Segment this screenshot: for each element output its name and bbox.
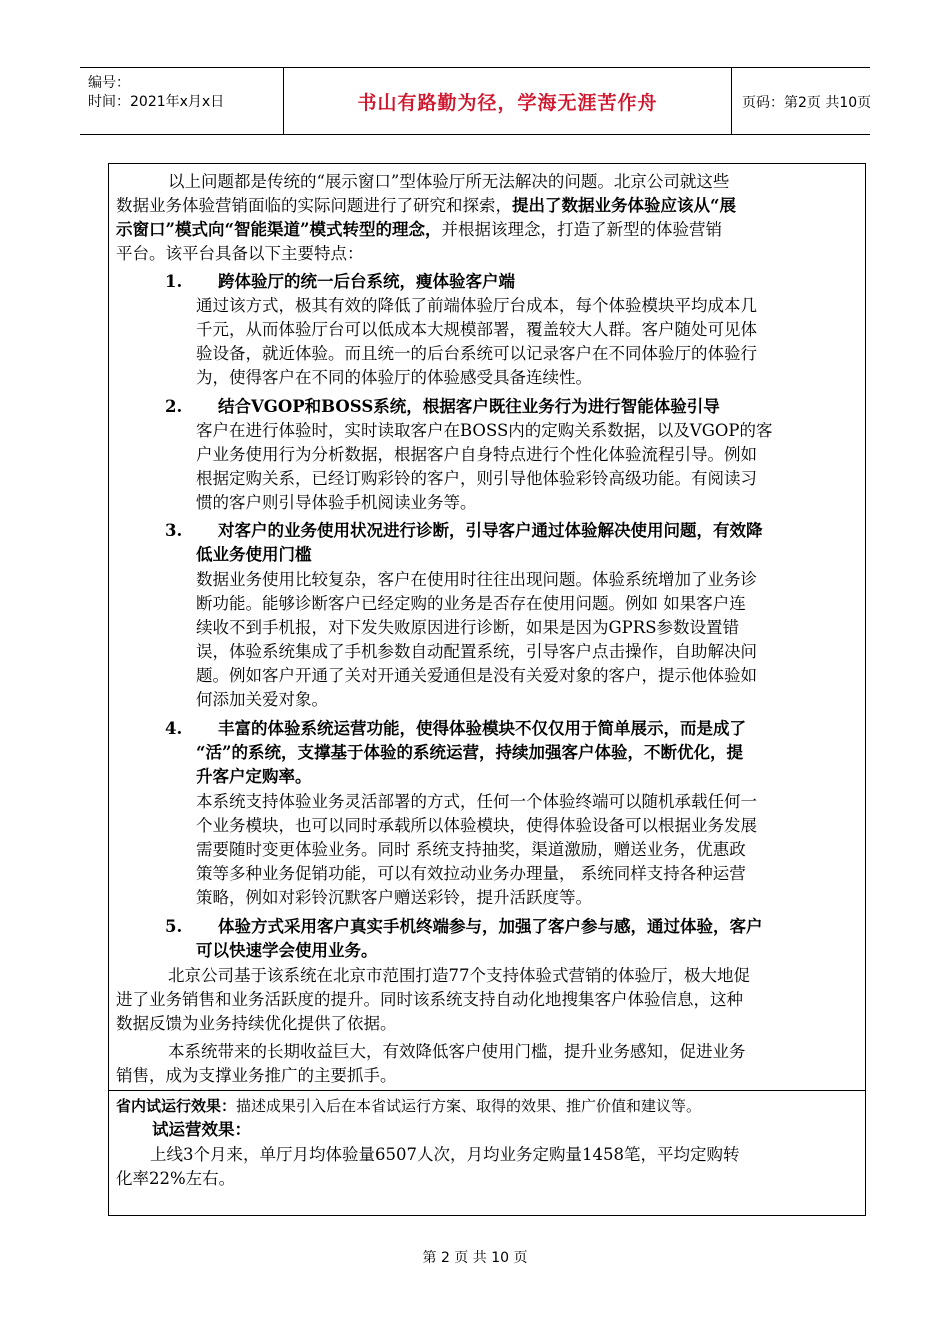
item-text: 惯的客户则引导体验手机阅读业务等。: [196, 493, 477, 512]
header-motto: 书山有路勤为径，学海无涯苦作舟: [357, 92, 658, 114]
item-title: 对客户的业务使用状况进行诊断，引导客户通过体验解决使用问题，有效降: [218, 521, 763, 540]
item-text: 续收不到手机报，对下发失败原因进行诊断，如果是因为GPRS参数设置错: [196, 618, 740, 637]
intro-line: 数据业务体验营销面临的实际问题进行了研究和探索，提出了数据业务体验应该从“展: [116, 196, 736, 215]
closing-line: 销售，成为支撑业务推广的主要抓手。: [116, 1066, 397, 1085]
intro-line: 平台。该平台具备以下主要特点：: [116, 244, 364, 263]
item-text: 策等多种业务促销功能，可以有效拉动业务办理量， 系统同样支持各种运营: [196, 864, 746, 883]
item-text: 本系统支持体验业务灵活部署的方式，任何一个体验终端可以随机承载任何一: [196, 792, 757, 811]
item-title: 低业务使用门槛: [196, 545, 312, 564]
item-text: 个业务模块，也可以同时承载所以体验模块，使得体验设备可以根据业务发展: [196, 816, 757, 835]
document-date-label: 时间：2021年x月x日: [88, 94, 225, 110]
item-text: 验设备，就近体验。而且统一的后台系统可以记录客户在不同体验厅的体验行: [196, 344, 757, 363]
item-text: 误，体验系统集成了手机参数自动配置系统，引导客户点击操作，自助解决问: [196, 642, 757, 661]
trial-text: 上线3个月来，单厅月均体验量6507人次，月均业务定购量1458笔，平均定购转: [150, 1145, 740, 1164]
item-title: 跨体验厅的统一后台系统，瘦体验客户端: [218, 272, 515, 291]
trial-label: 省内试运行效果：: [116, 1097, 237, 1115]
item-title: 丰富的体验系统运营功能，使得体验模块不仅仅用于简单展示，而是成了: [218, 719, 746, 738]
item-title: 结合VGOP和BOSS系统，根据客户既往业务行为进行智能体验引导: [218, 397, 720, 416]
item-text: 千元，从而体验厅台可以低成本大规模部署，覆盖较大人群。客户随处可见体: [196, 320, 757, 339]
closing-line: 进了业务销售和业务活跃度的提升。同时该系统支持自动化地搜集客户体验信息，这种: [116, 990, 743, 1009]
item-text: 策略，例如对彩铃沉默客户赠送彩铃，提升活跃度等。: [196, 888, 592, 907]
item-number: 4.: [165, 719, 183, 738]
item-text: 何添加关爱对象。: [196, 690, 328, 709]
item-text: 需要随时变更体验业务。同时 系统支持抽奖，渠道激励，赠送业务，优惠政: [196, 840, 746, 859]
trial-header: [116, 1094, 701, 1118]
item-text: 断功能。能够诊断客户已经定购的业务是否存在使用问题。例如 如果客户连: [196, 594, 746, 613]
intro-line: 示窗口”模式向“智能渠道”模式转型的理念，并根据该理念，打造了新型的体验营销: [116, 220, 722, 239]
document-header: [80, 67, 870, 135]
item-text: 根据定购关系，已经订购彩铃的客户，则引导他体验彩铃高级功能。有阅读习: [196, 469, 757, 488]
item-number: 1.: [165, 272, 183, 291]
closing-line: 数据反馈为业务持续优化提供了依据。: [116, 1014, 397, 1033]
item-text: 客户在进行体验时，实时读取客户在BOSS内的定购关系数据，以及VGOP的客: [196, 421, 773, 440]
trial-text: 化率22%左右。: [116, 1169, 236, 1188]
item-title: 可以快速学会使用业务。: [196, 941, 378, 960]
header-page-info: 页码：第2页 共10页: [742, 95, 872, 111]
header-meta-cell: [80, 68, 284, 134]
item-text: 户业务使用行为分析数据，根据客户自身特点进行个性化体验流程引导。例如: [196, 445, 757, 464]
item-text: 数据业务使用比较复杂，客户在使用时往往出现问题。体验系统增加了业务诊: [196, 570, 757, 589]
document-number-label: 编号：: [88, 75, 130, 91]
closing-line: 北京公司基于该系统在北京市范围打造77个支持体验式营销的体验厅，极大地促: [168, 966, 750, 985]
item-title: 升客户定购率。: [196, 767, 312, 786]
section-divider: [108, 1090, 866, 1091]
item-text: 为，使得客户在不同的体验厅的体验感受具备连续性。: [196, 368, 592, 387]
trial-description: 描述成果引入后在本省试运行方案、取得的效果、推广价值和建议等。: [236, 1097, 702, 1115]
closing-line: 本系统带来的长期收益巨大，有效降低客户使用门槛，提升业务感知，促进业务: [168, 1042, 746, 1061]
header-motto-cell: [284, 68, 732, 134]
intro-line: 以上问题都是传统的“展示窗口”型体验厅所无法解决的问题。北京公司就这些: [168, 172, 730, 191]
header-page-cell: [732, 68, 870, 134]
trial-effect-label: 试运营效果：: [152, 1120, 251, 1139]
page-footer: 第 2 页 共 10 页: [422, 1250, 528, 1266]
item-text: 题。例如客户开通了关对开通关爱通但是没有关爱对象的客户，提示他体验如: [196, 666, 757, 685]
item-title: 体验方式采用客户真实手机终端参与，加强了客户参与感，通过体验，客户: [218, 917, 763, 936]
item-text: 通过该方式，极其有效的降低了前端体验厅台成本，每个体验模块平均成本几: [196, 296, 757, 315]
item-number: 5.: [165, 917, 183, 936]
item-number: 3.: [165, 521, 183, 540]
item-number: 2.: [165, 397, 183, 416]
item-title: “活”的系统，支撑基于体验的系统运营，持续加强客户体验，不断优化，提: [196, 743, 743, 762]
